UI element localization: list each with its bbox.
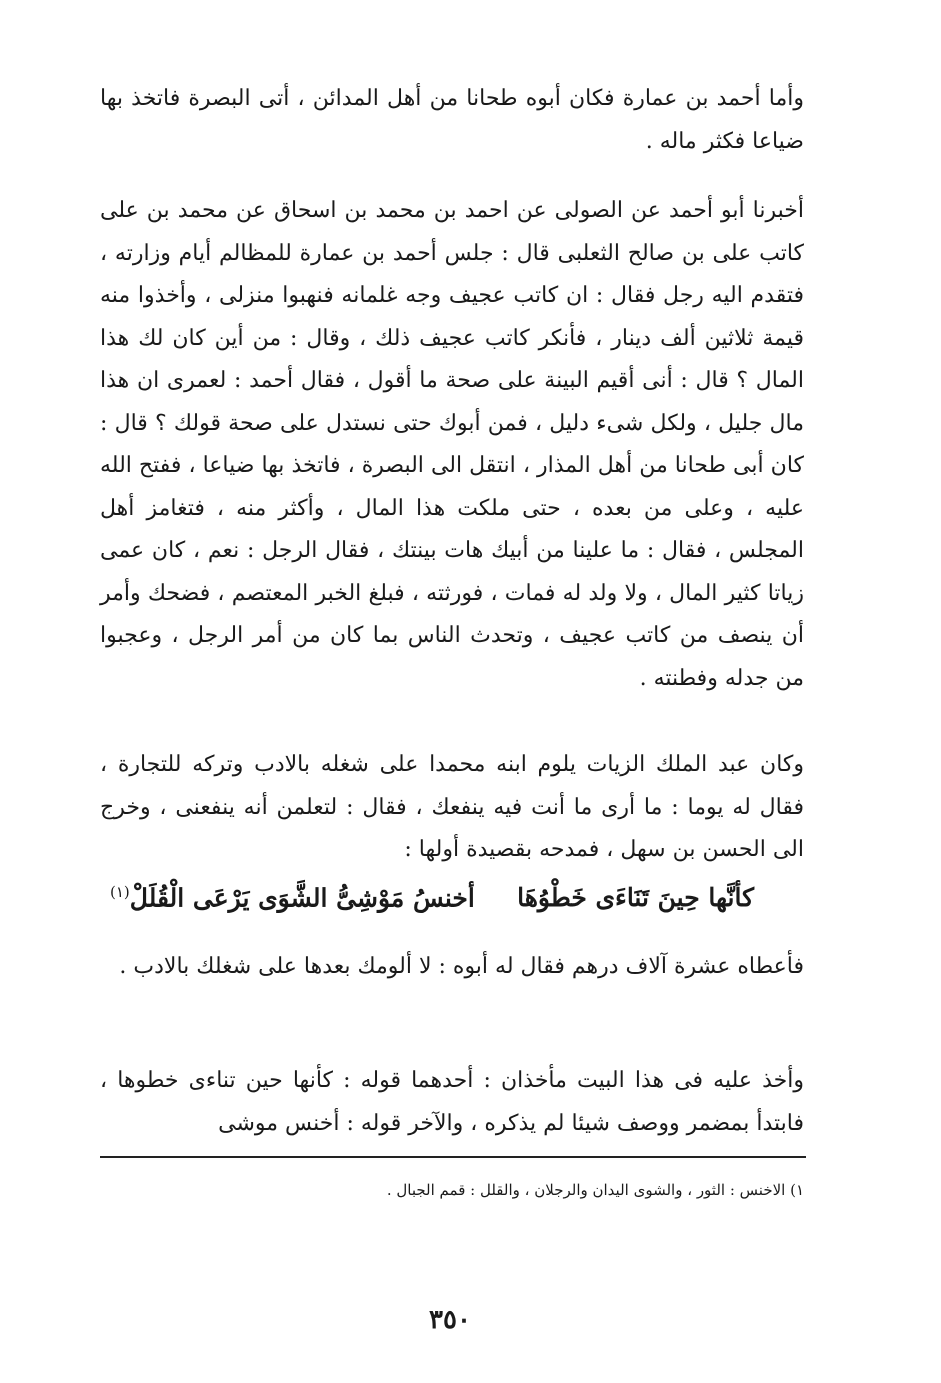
footnote-divider bbox=[100, 1156, 806, 1158]
paragraph-1 bbox=[100, 78, 804, 163]
paragraph-5 bbox=[100, 1060, 804, 1145]
page-number: ٣٥٠ bbox=[429, 1305, 471, 1335]
footnote: ١) الاخنس : الثور ، والشوى اليدان والرجلان ، والقلل : قمم الجبال . bbox=[386, 1181, 804, 1199]
paragraph-3 bbox=[100, 744, 804, 872]
hemistich-text: أخنسُ مَوْشِىُّ الشَّوَى يَرْعَى الْقُلَلْ bbox=[129, 883, 475, 913]
verse-first-hemistich bbox=[517, 883, 754, 912]
paragraph-2 bbox=[100, 190, 804, 700]
paragraph-text: فأعطاه عشرة آلاف درهم فقال له أبوه : لا ألومك بعدها على شغلك بالادب . bbox=[119, 954, 804, 979]
verse-second-hemistich bbox=[110, 883, 475, 912]
hemistich-text: كأنَّها حِينَ تَنَاءَى خَطْوُهَا bbox=[517, 883, 754, 912]
paragraph-text: وأخذ عليه فى هذا البيت مأخذان : أحدهما قوله : كأنها حين تناءى خطوها ، فابتدأ بمضمر ووصف شيئا لم يذكره ، والآخر قوله : أخنس موشى bbox=[100, 1068, 804, 1136]
paragraph-text: وأما أحمد بن عمارة فكان أبوه طحانا من أهل المدائن ، أتى البصرة فاتخذ بها ضياعا فكثر ماله . bbox=[100, 86, 804, 154]
footnote-reference: (١) bbox=[110, 883, 130, 901]
paragraph-4 bbox=[100, 946, 804, 989]
paragraph-text: وكان عبد الملك الزيات يلوم ابنه محمدا على شغله بالادب وتركه للتجارة ، فقال له يوما : ما أرى ما أنت فيه ينفعك ، فقال : لتعلمن أنه ينفعنى ، وخرج الى الحسن بن سهل ، فمدحه بقصيدة أولها : bbox=[100, 752, 804, 862]
paragraph-text: أخبرنا أبو أحمد عن الصولى عن احمد بن محمد بن اسحاق عن محمد بن على كاتب على بن صالح الثعلبى قال : جلس أحمد بن عمارة للمظالم أيام وزارته ، فتقدم اليه رجل فقال : ان كاتب عجيف وجه غلمانه فنهبوا منزلى ، وأخذوا منه قيمة ثلاثين ألف دينار ، فأنكر كاتب عجيف ذلك ، وقال : من أين كان لك هذا المال ؟ قال : أنى أقيم البينة على صحة ما أقول ، فقال أحمد : لعمرى ان هذا مال جليل ، ولكل شىء دليل ، فمن أبوك حتى نستدل على صحة قولك ؟ قال : كان أبى طحانا من أهل المذار ، انتقل الى البصرة ، فاتخذ بها ضياعا ، ففتح الله عليه ، وعلى من بعده ، حتى ملكت هذا المال ، وأكثر منه ، فتغامز أهل المجلس ، فقال : ما علينا من أبيك هات بينتك ، فقال الرجل : نعم ، كان عمى زياتا كثير المال ، ولا ولد له فمات ، فورثته ، فبلغ الخبر المعتصم ، فضحك وأمر أن ينصف من كاتب عجيف ، وتحدث الناس بما كان من أمر الرجل ، وعجبوا من جدله وفطنته . bbox=[100, 198, 804, 691]
poem-verse bbox=[100, 883, 804, 933]
